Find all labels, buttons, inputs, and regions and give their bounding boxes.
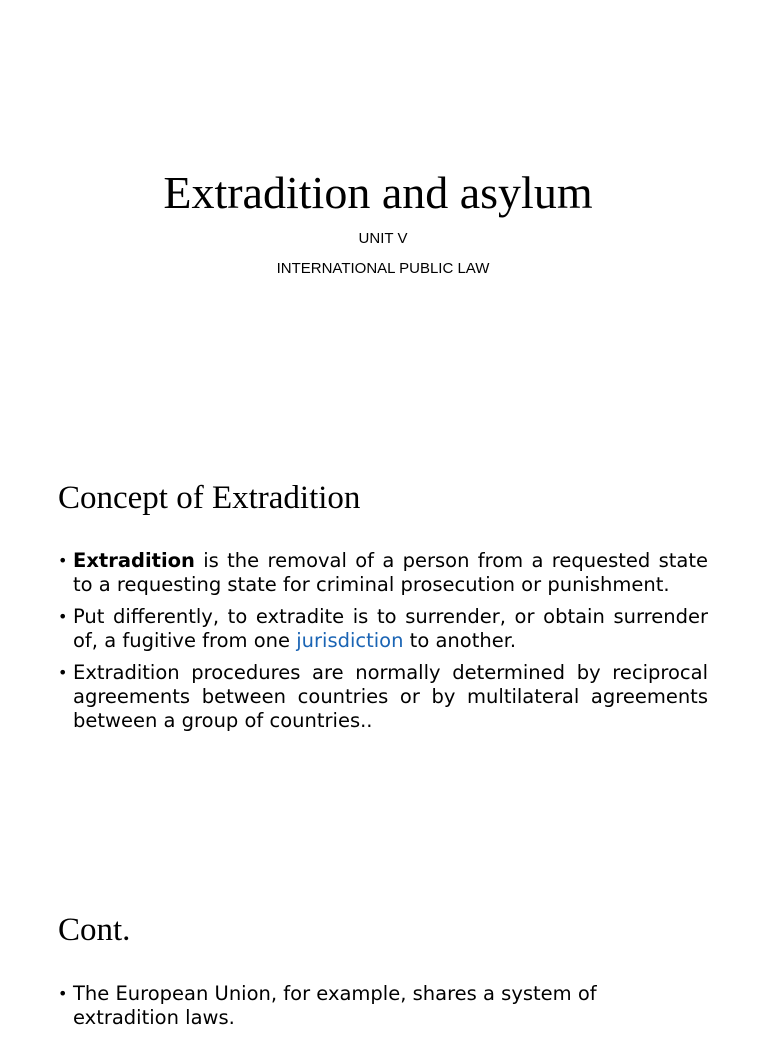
subtitle-unit: UNIT V [358, 230, 408, 247]
cont-bullet-list [58, 982, 708, 1038]
list-item [58, 549, 708, 597]
bullet-text: to another. [403, 629, 517, 652]
bullet-text: is the removal of a person from a requested state to a requesting state for criminal prosecution or punishment. [73, 549, 708, 596]
bullet-icon: • [58, 663, 68, 682]
bullet-text: Put differently, to extradite is to surrender, or obtain surrender of, a fugitive from one [73, 605, 708, 652]
bullet-icon: • [58, 984, 68, 1003]
list-item [58, 982, 708, 1030]
bullet-text: The European Union, for example, shares a system of extradition laws. [73, 982, 597, 1029]
subtitle-course: INTERNATIONAL PUBLIC LAW [276, 260, 490, 277]
bullet-text: Extradition procedures are normally determined by reciprocal agreements between countries or by multilateral agreements between a group of countries.. [73, 661, 708, 732]
list-item [58, 605, 708, 653]
section-heading-concept: Concept of Extradition [58, 480, 361, 516]
bullet-icon: • [58, 607, 68, 626]
presentation-title: Extradition and asylum [163, 167, 593, 218]
list-item [58, 661, 708, 733]
concept-bullet-list [58, 549, 708, 741]
term-extradition: Extradition [73, 549, 195, 572]
bullet-icon: • [58, 551, 68, 570]
jurisdiction-link[interactable]: jurisdiction [296, 629, 404, 652]
section-heading-cont: Cont. [58, 912, 131, 948]
